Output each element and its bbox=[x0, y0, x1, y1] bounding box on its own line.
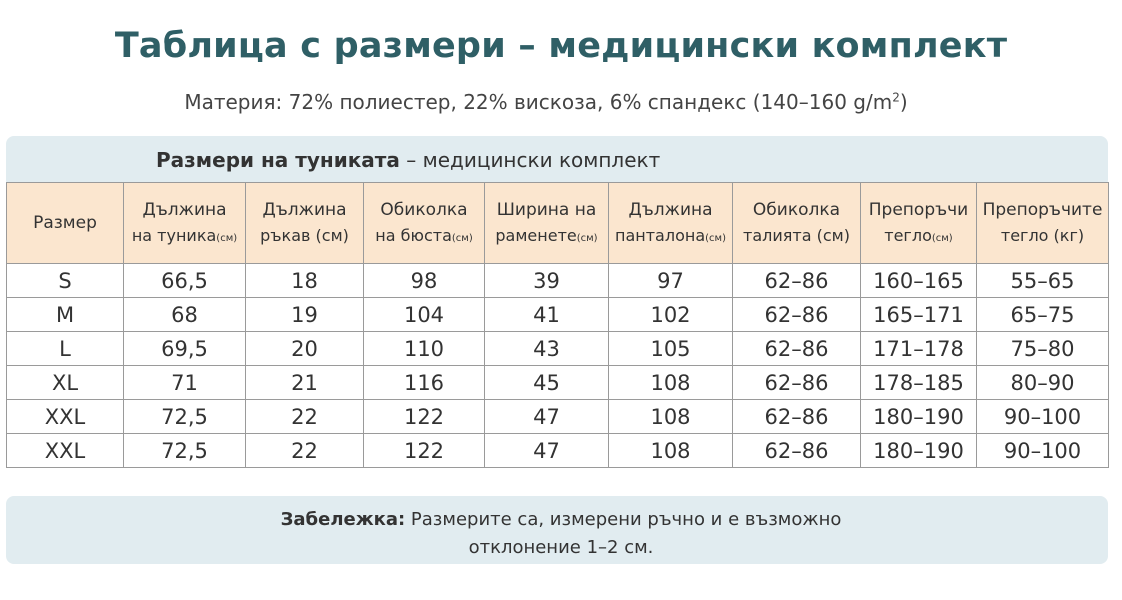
header-line-2-text: панталона bbox=[615, 225, 706, 245]
section-title-rest: – медицински комплект bbox=[399, 148, 661, 172]
header-row bbox=[7, 183, 1109, 264]
table-cell: 75–80 bbox=[977, 332, 1109, 366]
table-cell: 22 bbox=[246, 434, 364, 468]
header-cell bbox=[364, 183, 485, 264]
table-cell: 22 bbox=[246, 400, 364, 434]
table-cell: 165–171 bbox=[861, 298, 977, 332]
header-line-2 bbox=[124, 224, 245, 249]
table-cell: S bbox=[7, 264, 124, 298]
header-line-1: Ширина на bbox=[496, 200, 597, 221]
table-cell: 97 bbox=[609, 264, 733, 298]
note-label: Забележка: bbox=[280, 509, 406, 530]
table-cell: 45 bbox=[485, 366, 609, 400]
header-line-2 bbox=[246, 224, 363, 249]
header-line-2-text: тегло bbox=[884, 225, 932, 245]
table-cell: 18 bbox=[246, 264, 364, 298]
table-cell: 90–100 bbox=[977, 400, 1109, 434]
table-cell: 47 bbox=[485, 400, 609, 434]
table-header bbox=[7, 183, 1109, 264]
header-line-1: Дължина bbox=[262, 200, 347, 221]
header-line-2 bbox=[733, 224, 860, 249]
header-unit: (см) bbox=[705, 232, 726, 244]
table-row bbox=[7, 434, 1109, 468]
table-cell: 104 bbox=[364, 298, 485, 332]
table-row bbox=[7, 332, 1109, 366]
table-cell: L bbox=[7, 332, 124, 366]
table-row bbox=[7, 400, 1109, 434]
table-cell: 55–65 bbox=[977, 264, 1109, 298]
header-line-1: Дължина bbox=[142, 200, 227, 221]
header-line-2 bbox=[861, 224, 976, 249]
table-cell: 116 bbox=[364, 366, 485, 400]
table-cell: 110 bbox=[364, 332, 485, 366]
table-cell: 62–86 bbox=[733, 298, 861, 332]
table-cell: 41 bbox=[485, 298, 609, 332]
table-cell: 62–86 bbox=[733, 332, 861, 366]
material-sup: 2 bbox=[892, 90, 900, 105]
table-cell: 62–86 bbox=[733, 264, 861, 298]
material-text: Материя: 72% полиестер, 22% вискоза, 6% спандекс (140–160 g/m bbox=[184, 90, 893, 114]
header-line-1: Обиколка bbox=[752, 200, 841, 221]
table-cell: 62–86 bbox=[733, 366, 861, 400]
table-row bbox=[7, 366, 1109, 400]
table-cell: 108 bbox=[609, 366, 733, 400]
table-cell: 180–190 bbox=[861, 434, 977, 468]
header-cell bbox=[861, 183, 977, 264]
table-cell: 21 bbox=[246, 366, 364, 400]
table-cell: 39 bbox=[485, 264, 609, 298]
material-end: ) bbox=[899, 90, 908, 114]
header-cell bbox=[977, 183, 1109, 264]
header-cell bbox=[733, 183, 861, 264]
table-cell: 98 bbox=[364, 264, 485, 298]
header-unit: (см) bbox=[216, 232, 238, 244]
size-table bbox=[6, 182, 1109, 468]
table-cell: 65–75 bbox=[977, 298, 1109, 332]
header-line-2 bbox=[609, 224, 732, 249]
table-row bbox=[7, 298, 1109, 332]
header-line-1: Препоръчи bbox=[868, 200, 969, 221]
page-title: Таблица с размери – медицински комплект bbox=[114, 26, 1008, 66]
table-cell: M bbox=[7, 298, 124, 332]
table-cell: 102 bbox=[609, 298, 733, 332]
table-cell: 180–190 bbox=[861, 400, 977, 434]
table-body bbox=[7, 264, 1109, 468]
table-cell: 122 bbox=[364, 434, 485, 468]
table-cell: 122 bbox=[364, 400, 485, 434]
note-line-2: отклонение 1–2 см. bbox=[468, 537, 654, 558]
header-cell bbox=[609, 183, 733, 264]
header-line-2 bbox=[485, 224, 608, 249]
table-cell: 108 bbox=[609, 434, 733, 468]
table-cell: 66,5 bbox=[124, 264, 246, 298]
header-unit: (см) bbox=[576, 232, 598, 244]
header-line-2 bbox=[977, 224, 1108, 249]
header-unit: (см) bbox=[931, 232, 953, 244]
header-line-2-text: на туника bbox=[131, 225, 217, 245]
table-cell: XXL bbox=[7, 400, 124, 434]
header-line-2-text: ръкав (см) bbox=[260, 225, 349, 245]
table-cell: 171–178 bbox=[861, 332, 977, 366]
table-cell: 105 bbox=[609, 332, 733, 366]
table-cell: 80–90 bbox=[977, 366, 1109, 400]
table-cell: 71 bbox=[124, 366, 246, 400]
table-cell: 43 bbox=[485, 332, 609, 366]
header-line-2-text: на бюста bbox=[375, 225, 452, 245]
header-line-2-text: раменете bbox=[495, 225, 577, 245]
table-cell: XXL bbox=[7, 434, 124, 468]
header-line-1: Размер bbox=[33, 212, 97, 233]
header-cell bbox=[124, 183, 246, 264]
header-line-1: Препоръчите bbox=[982, 200, 1103, 221]
note-text-1: Размерите са, измерени ръчно и е възможно bbox=[405, 509, 842, 530]
header-cell bbox=[246, 183, 364, 264]
section-title bbox=[156, 148, 660, 172]
header-line-1: Дължина bbox=[628, 200, 713, 221]
material-subtitle bbox=[0, 90, 1092, 114]
header-line-2-text: талията (см) bbox=[743, 225, 850, 245]
table-cell: XL bbox=[7, 366, 124, 400]
table-cell: 72,5 bbox=[124, 434, 246, 468]
table-cell: 108 bbox=[609, 400, 733, 434]
table-cell: 68 bbox=[124, 298, 246, 332]
table-cell: 178–185 bbox=[861, 366, 977, 400]
header-cell bbox=[7, 183, 124, 264]
table-cell: 72,5 bbox=[124, 400, 246, 434]
header-line-2-text: тегло (кг) bbox=[1000, 225, 1085, 245]
header-line-2 bbox=[364, 224, 484, 249]
header-line-1: Обиколка bbox=[380, 200, 468, 221]
table-row bbox=[7, 264, 1109, 298]
header-cell bbox=[485, 183, 609, 264]
note-line-1 bbox=[0, 509, 1122, 530]
header-unit: (см) bbox=[451, 232, 473, 244]
table-cell: 69,5 bbox=[124, 332, 246, 366]
table-cell: 19 bbox=[246, 298, 364, 332]
table-cell: 62–86 bbox=[733, 400, 861, 434]
table-cell: 90–100 bbox=[977, 434, 1109, 468]
section-title-main: Размери на туниката bbox=[156, 148, 400, 172]
table-cell: 160–165 bbox=[861, 264, 977, 298]
table-cell: 62–86 bbox=[733, 434, 861, 468]
table-cell: 20 bbox=[246, 332, 364, 366]
table-cell: 47 bbox=[485, 434, 609, 468]
